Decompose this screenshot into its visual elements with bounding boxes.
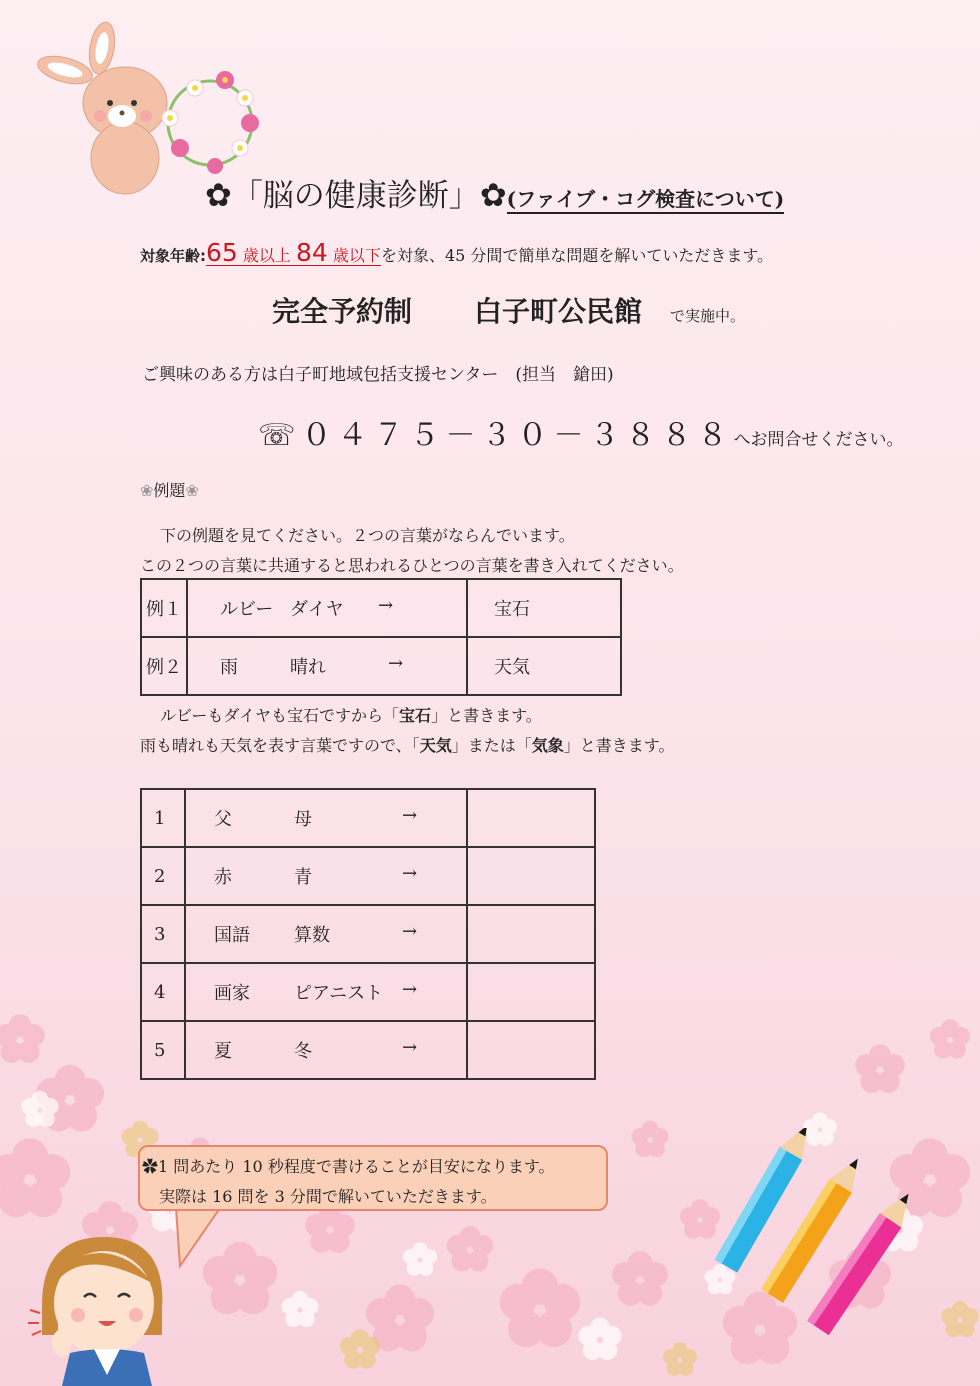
word-1: 雨 bbox=[220, 657, 238, 678]
pencils-illustration bbox=[690, 1128, 920, 1342]
example-answer: 天気 bbox=[467, 637, 621, 695]
word-1: 画家 bbox=[214, 983, 250, 1004]
word-1: 国語 bbox=[214, 925, 250, 946]
arrow-icon: → bbox=[402, 1037, 418, 1058]
flower-icon: ✿ bbox=[205, 176, 232, 214]
example-answer: 宝石 bbox=[467, 579, 621, 637]
phone-suffix: へお問合せください。 bbox=[733, 430, 904, 450]
venue-suffix: で実施中。 bbox=[670, 307, 746, 325]
question-words bbox=[185, 847, 467, 905]
answer-cell[interactable] bbox=[467, 847, 595, 905]
word-2: ダイヤ bbox=[290, 599, 344, 620]
contact-text: ご興味のある方は白子町地域包括支援センター (担当 鎗田) bbox=[142, 365, 614, 385]
phone-icon: ☏ bbox=[258, 418, 302, 453]
table-row bbox=[141, 963, 595, 1021]
question-number: 3 bbox=[141, 905, 185, 963]
question-words bbox=[185, 905, 467, 963]
word-2: 冬 bbox=[294, 1041, 312, 1062]
examples-heading bbox=[140, 478, 199, 501]
example-table bbox=[140, 578, 622, 696]
note-answer: 天気 bbox=[419, 736, 452, 755]
word-2: 算数 bbox=[294, 925, 330, 946]
example-label: 例２ bbox=[141, 637, 187, 695]
note-answer: 宝石 bbox=[399, 706, 432, 725]
arrow-icon: → bbox=[378, 595, 394, 616]
table-row bbox=[141, 789, 595, 847]
arrow-icon: → bbox=[402, 863, 418, 884]
question-number: 2 bbox=[141, 847, 185, 905]
note-text: ルビーもダイヤも宝石ですから「 bbox=[160, 706, 400, 725]
table-row bbox=[141, 905, 595, 963]
flower-icon: ❀ bbox=[185, 481, 199, 500]
age-max: 84 bbox=[296, 238, 328, 267]
arrow-icon: → bbox=[402, 921, 418, 942]
example-label: 例１ bbox=[141, 579, 187, 637]
word-2: 母 bbox=[294, 809, 312, 830]
question-words bbox=[185, 789, 467, 847]
note-text: 」と書きます。 bbox=[431, 706, 542, 725]
speech-bubble-tail bbox=[170, 1206, 230, 1270]
arrow-icon: → bbox=[402, 979, 418, 1000]
question-table bbox=[140, 788, 596, 1080]
title-subtitle: (ファイブ・コグ検査について) bbox=[507, 187, 785, 214]
instruction-1: 下の例題を見てください。２つの言葉がならんでいます。 bbox=[160, 526, 575, 545]
reservation-system: 完全予約制 bbox=[272, 295, 413, 328]
example-words bbox=[187, 579, 467, 637]
example-note-2 bbox=[140, 733, 674, 756]
target-age-line bbox=[140, 238, 773, 267]
phone-number[interactable]: ０４７５－３０－３８８８ bbox=[301, 418, 734, 453]
flower-icon: ✿ bbox=[142, 1157, 159, 1176]
word-2: 晴れ bbox=[290, 657, 326, 678]
answer-cell[interactable] bbox=[467, 905, 595, 963]
bubble-line-2: 実際は 16 問を 3 分間で解いていただきます。 bbox=[159, 1187, 497, 1206]
venue-name: 白子町公民館 bbox=[474, 295, 643, 328]
question-number: 5 bbox=[141, 1021, 185, 1079]
examples-heading-label: 例題 bbox=[153, 481, 186, 500]
title-main: 「脳の健康診断」 bbox=[231, 178, 480, 214]
note-text: 雨も晴れも天気を表す言葉ですので、「 bbox=[140, 736, 420, 755]
answer-cell[interactable] bbox=[467, 1021, 595, 1079]
age-range bbox=[206, 238, 381, 267]
note-answer: 気象 bbox=[531, 736, 564, 755]
flower-icon: ✿ bbox=[479, 176, 507, 214]
page-title bbox=[205, 170, 784, 215]
arrow-icon: → bbox=[388, 653, 404, 674]
word-1: 夏 bbox=[214, 1041, 232, 1062]
bubble-line-1 bbox=[142, 1154, 555, 1177]
table-row bbox=[141, 637, 621, 695]
table-row bbox=[141, 579, 621, 637]
age-min: 65 bbox=[206, 238, 238, 267]
age-max-unit: 歳以下 bbox=[332, 246, 381, 265]
flower-icon: ❀ bbox=[140, 481, 154, 500]
speech-bubble bbox=[138, 1145, 608, 1211]
word-1: 赤 bbox=[214, 867, 232, 888]
question-number: 4 bbox=[141, 963, 185, 1021]
answer-cell[interactable] bbox=[467, 963, 595, 1021]
bubble-text: 1 問あたり 10 秒程度で書けることが目安になります。 bbox=[158, 1157, 555, 1176]
question-number: 1 bbox=[141, 789, 185, 847]
arrow-icon: → bbox=[402, 805, 418, 826]
note-text: 」または「 bbox=[451, 736, 532, 755]
question-words bbox=[185, 1021, 467, 1079]
instruction-2: この２つの言葉に共通すると思われるひとつの言葉を書き入れてください。 bbox=[140, 556, 684, 575]
question-words bbox=[185, 963, 467, 1021]
note-text: 」と書きます。 bbox=[563, 736, 675, 755]
woman-illustration bbox=[22, 1225, 172, 1386]
age-description: を対象、45 分間で簡単な問題を解いていただきます。 bbox=[380, 246, 774, 265]
word-2: 青 bbox=[294, 867, 312, 888]
table-row bbox=[141, 1021, 595, 1079]
phone-line bbox=[258, 410, 904, 454]
age-min-unit: 歳以上 bbox=[242, 246, 291, 265]
example-words bbox=[187, 637, 467, 695]
word-2: ピアニスト bbox=[294, 983, 384, 1004]
word-1: ルビー bbox=[220, 599, 274, 620]
example-note-1 bbox=[160, 703, 542, 726]
word-1: 父 bbox=[214, 809, 232, 830]
target-age-label: 対象年齢: bbox=[140, 247, 206, 265]
table-row bbox=[141, 847, 595, 905]
reservation-line bbox=[272, 290, 745, 330]
flower-wreath-icon bbox=[162, 71, 259, 174]
answer-cell[interactable] bbox=[467, 789, 595, 847]
